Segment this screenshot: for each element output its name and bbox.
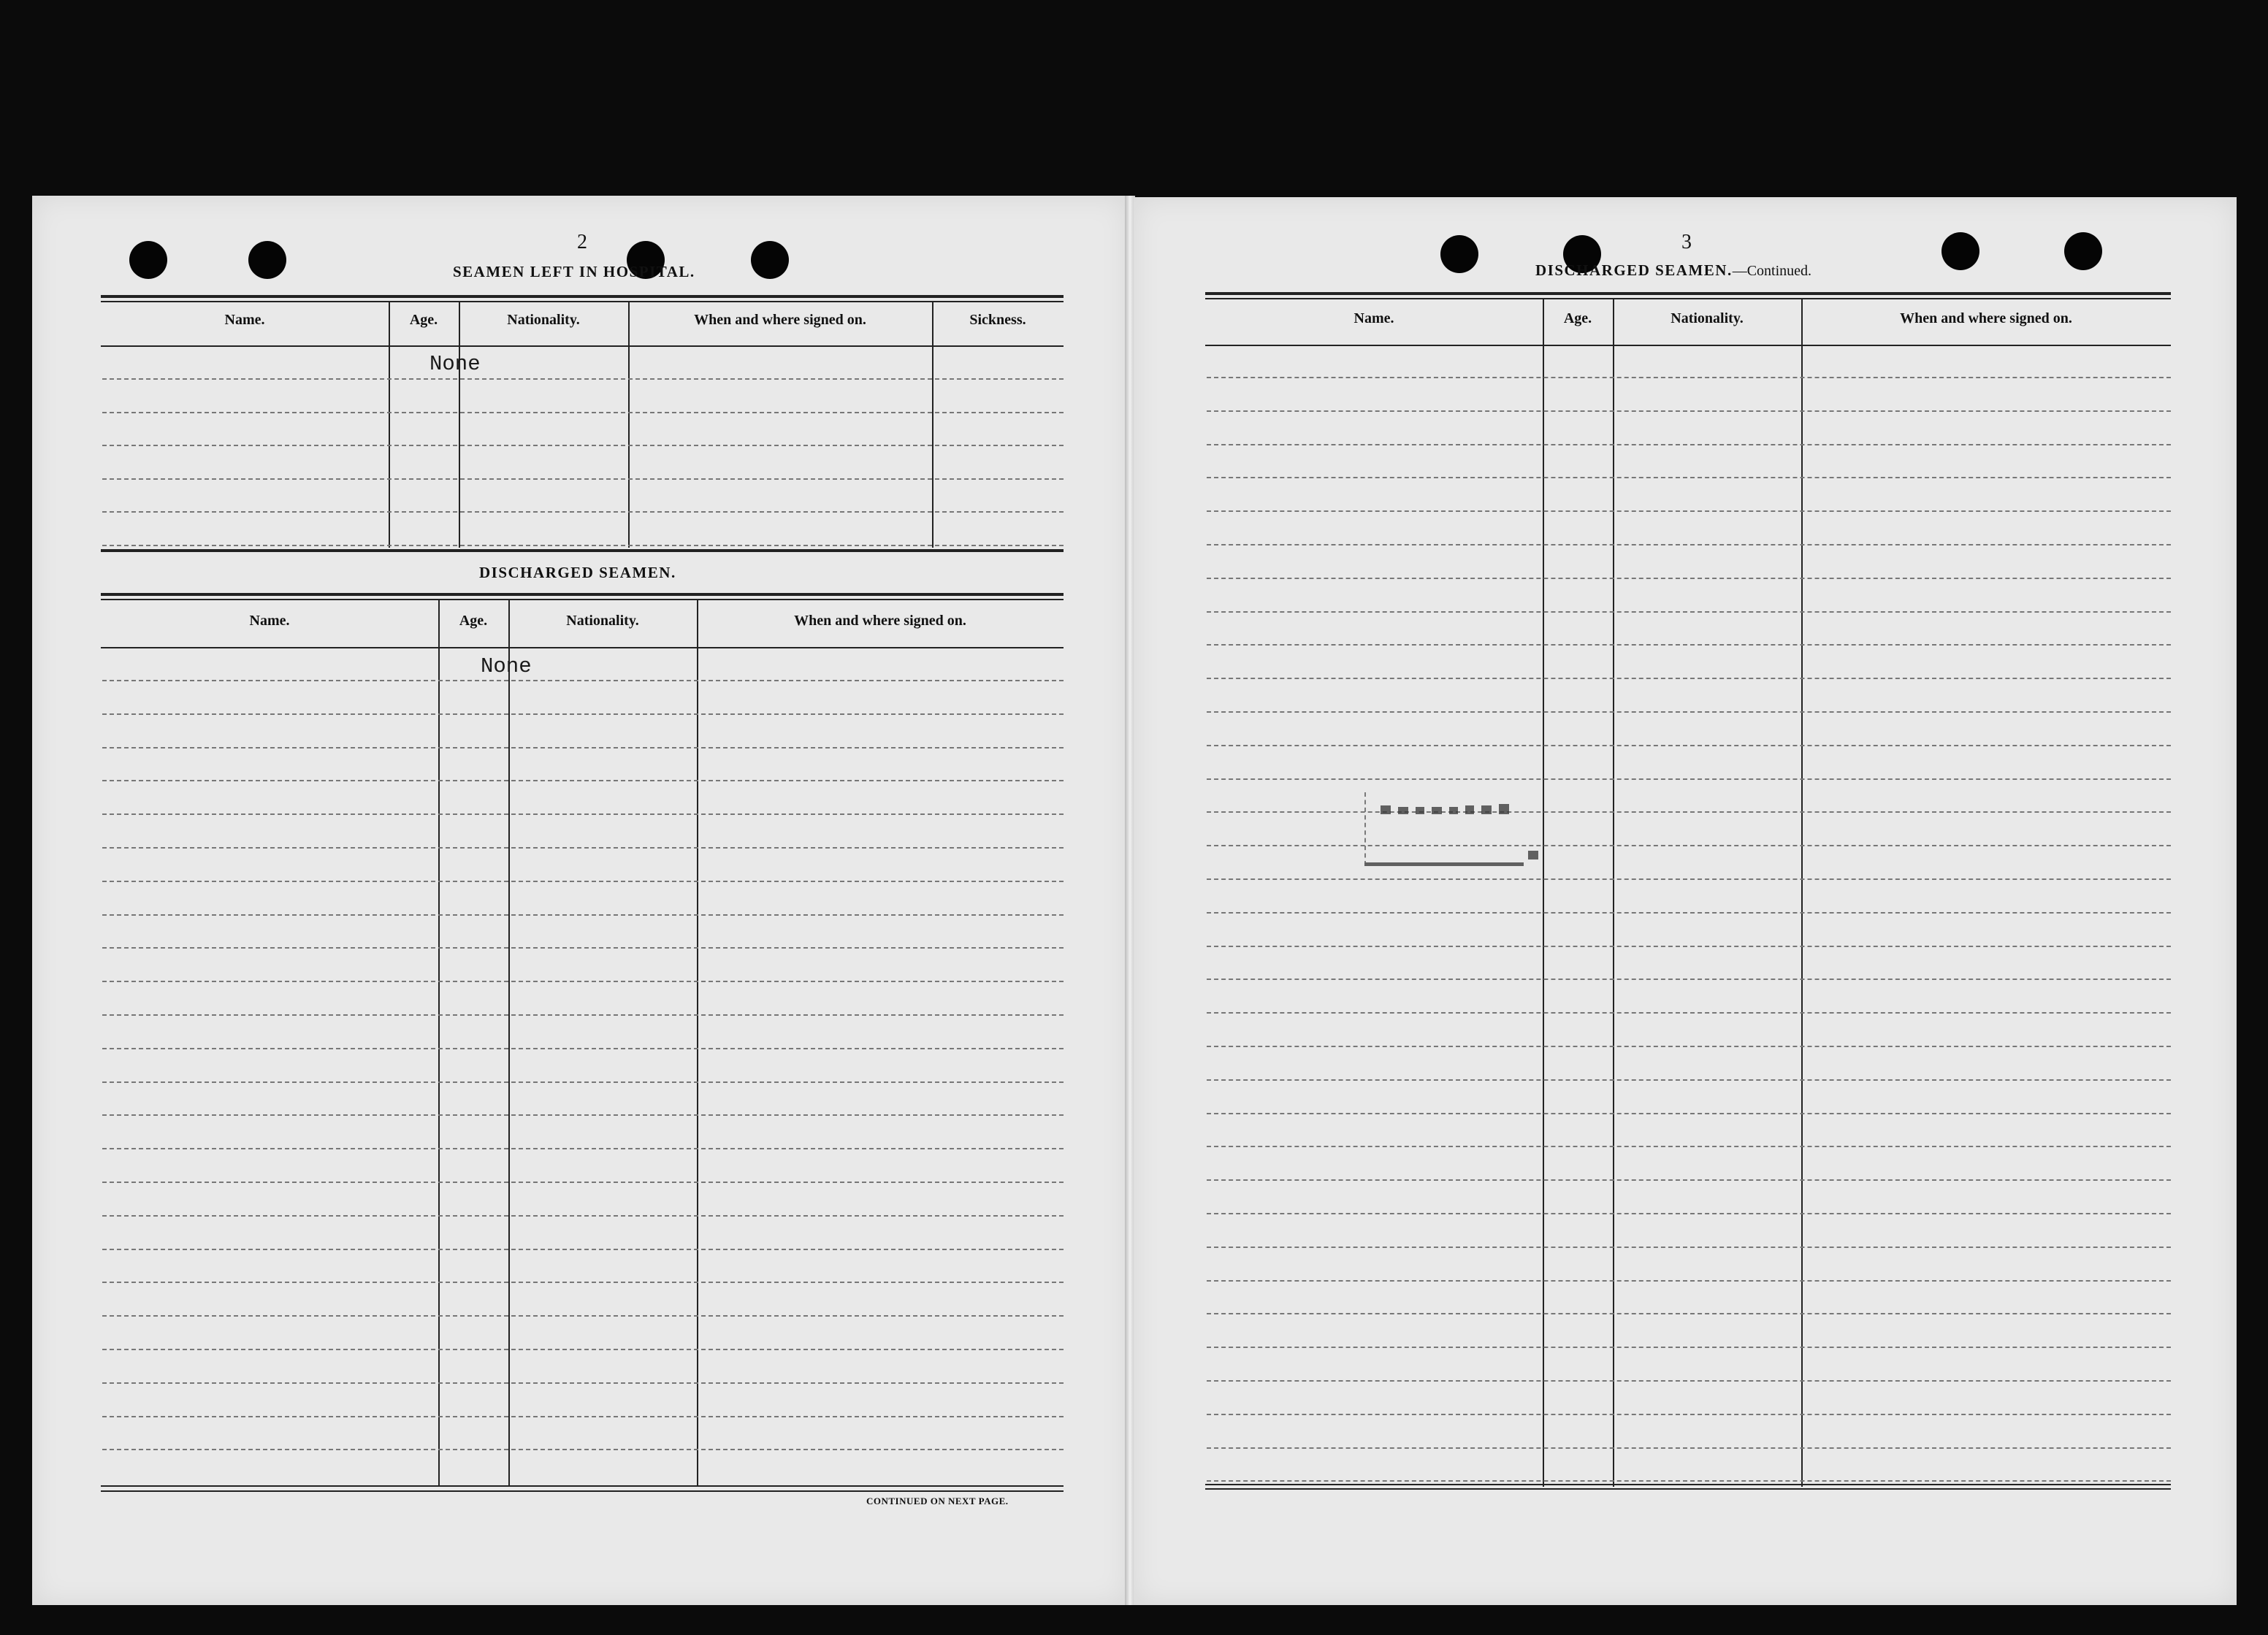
ruled-line xyxy=(102,1215,1064,1217)
column-header-age: Age. xyxy=(409,312,438,328)
punch-hole xyxy=(129,241,167,279)
punch-hole xyxy=(2064,232,2102,270)
table-top-rule xyxy=(101,301,1064,302)
ruled-line xyxy=(1207,544,2171,545)
discharged-entry: None xyxy=(481,654,532,678)
section-title-discharged-continued xyxy=(1535,261,1811,280)
ruled-line xyxy=(1207,1380,2171,1382)
ruled-line xyxy=(1207,912,2171,914)
punch-hole xyxy=(751,241,789,279)
ruled-line xyxy=(102,1416,1064,1417)
ruled-line xyxy=(1207,1079,2171,1081)
punch-hole xyxy=(248,241,286,279)
page-number: 3 xyxy=(1681,231,1692,253)
ruled-line xyxy=(1207,1247,2171,1248)
hospital-entry: None xyxy=(429,352,481,376)
column-header-age: Age. xyxy=(459,613,488,629)
column-header-nationality: Nationality. xyxy=(507,312,580,328)
ruled-line xyxy=(1207,1113,2171,1114)
column-header-nationality: Nationality. xyxy=(566,613,639,629)
ruled-line xyxy=(1207,1213,2171,1214)
ruled-line xyxy=(102,680,1064,681)
header-rule xyxy=(1205,345,2171,346)
ruled-line xyxy=(102,545,1064,546)
ruled-line xyxy=(102,378,1064,380)
ruled-line xyxy=(1207,745,2171,746)
ruled-line xyxy=(102,1249,1064,1250)
column-header-age: Age. xyxy=(1563,310,1592,326)
ruled-line xyxy=(1207,578,2171,579)
table-top-rule xyxy=(1205,292,2171,295)
ruled-line xyxy=(102,1349,1064,1350)
ruled-line xyxy=(1207,778,2171,780)
ruled-line xyxy=(1207,1280,2171,1282)
ruled-line xyxy=(1207,1414,2171,1415)
ruled-line xyxy=(102,1048,1064,1049)
ruled-line xyxy=(1207,477,2171,478)
ruled-line xyxy=(1207,1313,2171,1314)
table-bottom-rule xyxy=(1205,1484,2171,1485)
column-header-name: Name. xyxy=(249,613,290,629)
column-header-sickness: Sickness. xyxy=(969,312,1026,328)
ruled-line xyxy=(1207,1480,2171,1482)
ruled-line xyxy=(1207,1046,2171,1047)
ruled-line xyxy=(102,1382,1064,1384)
ruled-line xyxy=(102,1315,1064,1317)
ruled-line xyxy=(1207,811,2171,813)
ruled-line xyxy=(1207,510,2171,512)
ruled-line xyxy=(102,1081,1064,1083)
ruled-line xyxy=(102,1449,1064,1450)
ruled-line xyxy=(102,713,1064,715)
ruled-line xyxy=(102,813,1064,815)
punch-hole xyxy=(1941,232,1979,270)
ruled-line xyxy=(1207,410,2171,412)
ruled-line xyxy=(102,1114,1064,1116)
ruled-line xyxy=(1207,1012,2171,1014)
ruled-line xyxy=(102,780,1064,781)
ruled-line xyxy=(102,1182,1064,1183)
ruled-line xyxy=(1207,611,2171,613)
ruled-line xyxy=(102,1014,1064,1016)
table-top-rule xyxy=(1205,298,2171,299)
punch-hole xyxy=(1440,235,1478,273)
column-header-signed-on: When and where signed on. xyxy=(794,613,966,629)
table-top-rule xyxy=(101,599,1064,600)
ruled-line xyxy=(102,478,1064,480)
ruled-line xyxy=(102,1148,1064,1149)
left-page xyxy=(32,196,1128,1605)
section-title-discharged: DISCHARGED SEAMEN. xyxy=(479,564,676,581)
section-title-text: DISCHARGED SEAMEN. xyxy=(1535,261,1733,279)
ruled-line xyxy=(1207,845,2171,846)
ruled-line xyxy=(102,445,1064,446)
ruled-line xyxy=(1207,1179,2171,1181)
ruled-line xyxy=(1207,1347,2171,1348)
ruled-line xyxy=(102,747,1064,748)
column-header-name: Name. xyxy=(1353,310,1394,326)
column-divider xyxy=(697,599,698,1487)
column-header-nationality: Nationality. xyxy=(1671,310,1744,326)
table-top-rule xyxy=(101,295,1064,298)
ruled-line xyxy=(1207,644,2171,646)
table-bottom-rule xyxy=(101,1485,1064,1487)
column-divider xyxy=(508,599,510,1487)
ruled-line xyxy=(1207,444,2171,445)
table-bottom-rule xyxy=(101,1490,1064,1492)
ruled-line xyxy=(102,981,1064,982)
ruled-line xyxy=(1207,377,2171,378)
column-header-signed-on: When and where signed on. xyxy=(1900,310,2072,326)
ruled-line xyxy=(1207,878,2171,880)
ruled-line xyxy=(102,847,1064,849)
ruled-line xyxy=(102,1282,1064,1283)
ruled-line xyxy=(1207,1146,2171,1147)
ruled-line xyxy=(102,914,1064,916)
table-bottom-rule xyxy=(101,549,1064,552)
page-number: 2 xyxy=(577,231,587,253)
ruled-line xyxy=(102,511,1064,513)
table-top-rule xyxy=(101,593,1064,596)
column-header-name: Name. xyxy=(224,312,265,328)
ruled-line xyxy=(1207,979,2171,980)
ruled-line xyxy=(102,412,1064,413)
header-rule xyxy=(101,345,1064,347)
ruled-line xyxy=(102,947,1064,949)
ruled-line xyxy=(1207,711,2171,713)
column-header-signed-on: When and where signed on. xyxy=(694,312,866,328)
table-bottom-rule xyxy=(1205,1488,2171,1490)
ruled-line xyxy=(102,881,1064,882)
ruled-line xyxy=(1207,1447,2171,1449)
ruled-line xyxy=(1207,678,2171,679)
header-rule xyxy=(101,647,1064,648)
section-title-suffix: —Continued. xyxy=(1732,263,1812,279)
column-divider xyxy=(438,599,440,1487)
continued-note: CONTINUED ON NEXT PAGE. xyxy=(866,1496,1009,1506)
right-page xyxy=(1134,197,2237,1605)
ruled-line xyxy=(1207,946,2171,947)
section-title-hospital: SEAMEN LEFT IN HOSPITAL. xyxy=(453,263,695,280)
ink-stamp xyxy=(1364,792,1562,873)
